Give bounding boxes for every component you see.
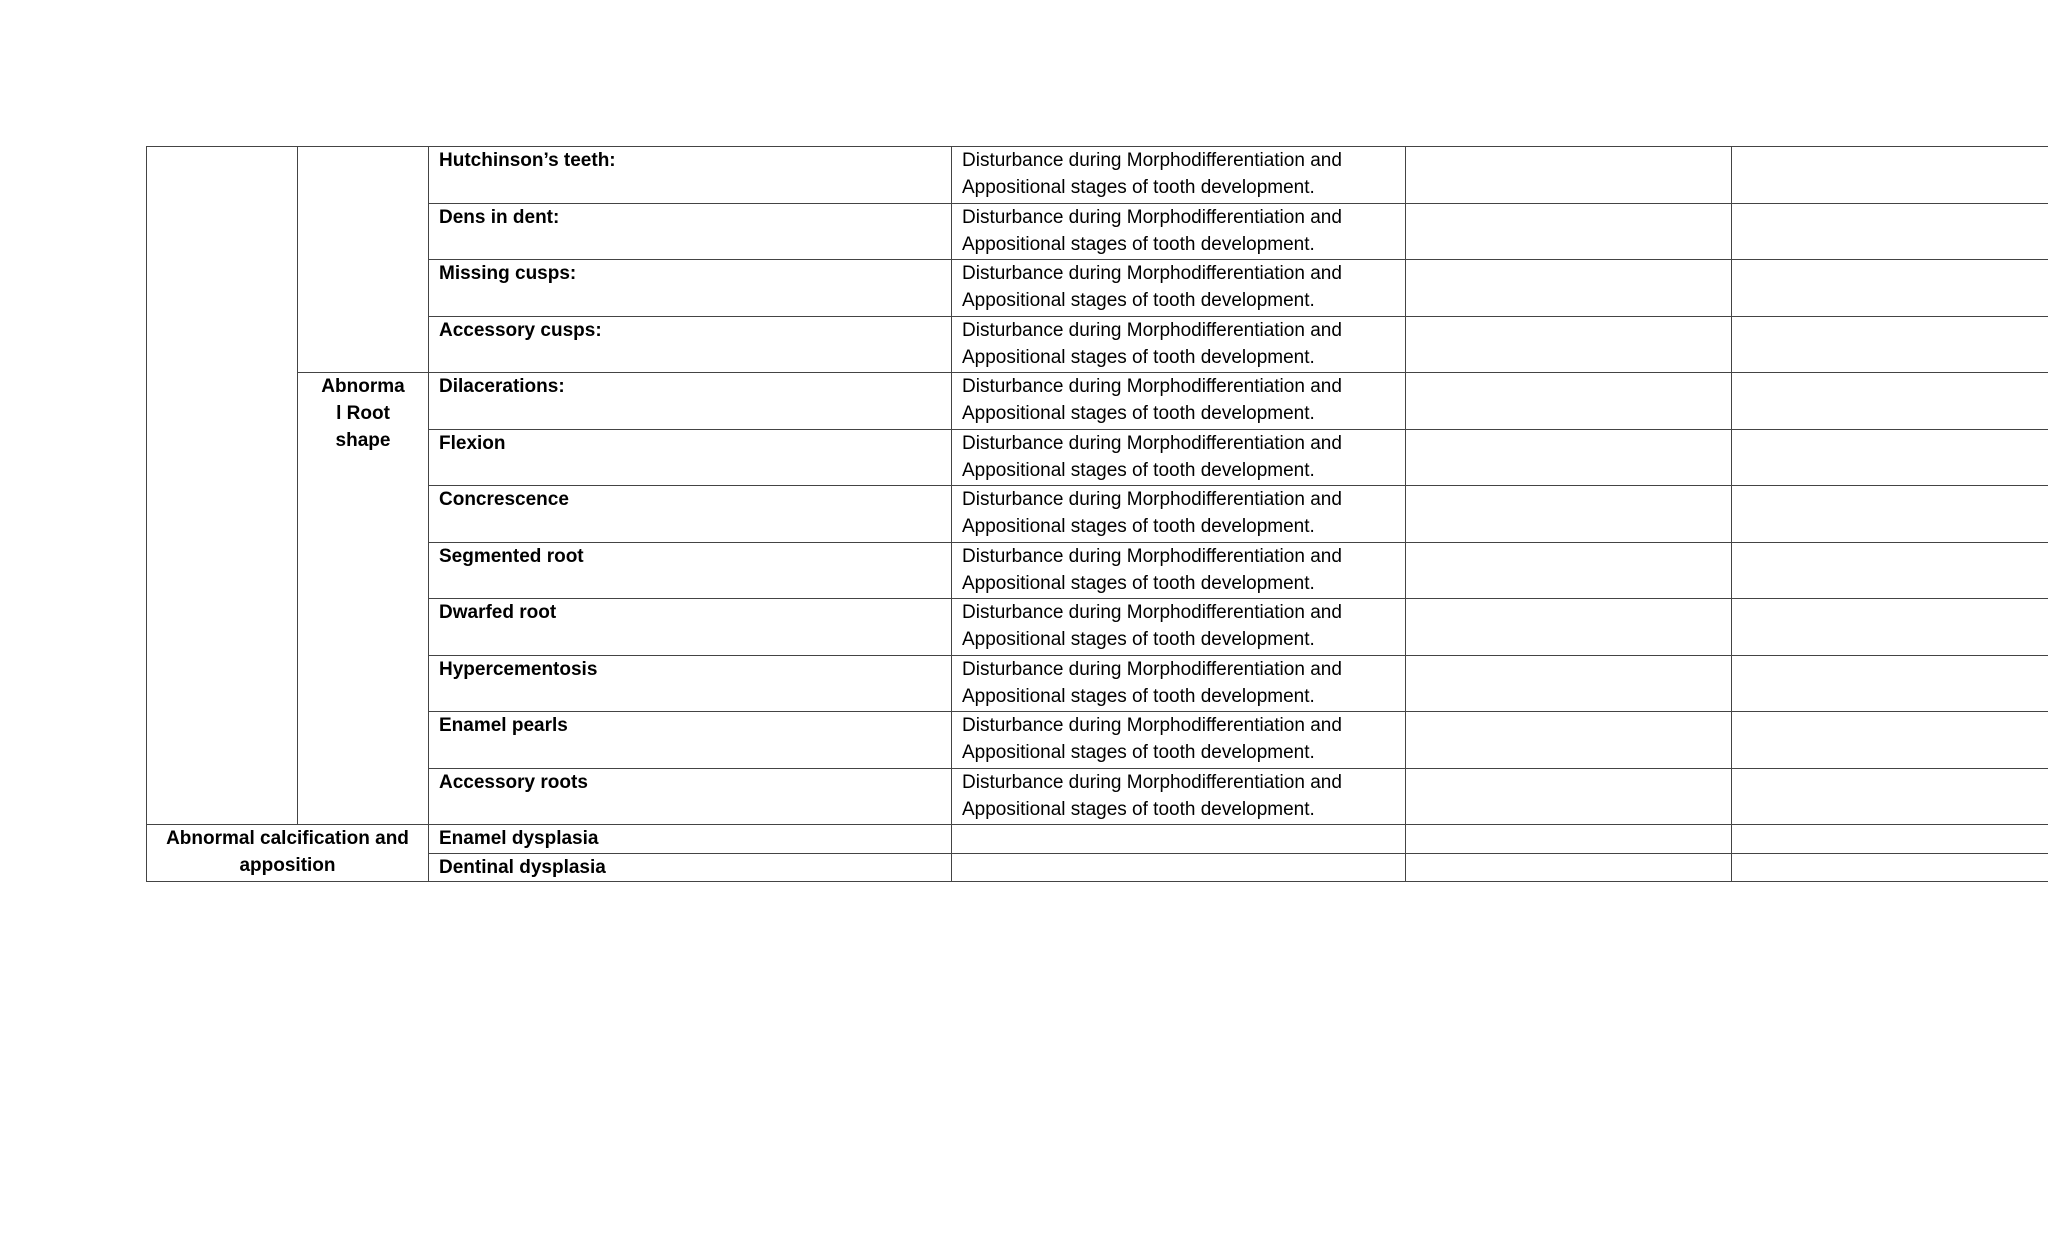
- table-row: [147, 316, 2048, 373]
- condition-cell: Enamel pearls: [429, 712, 952, 769]
- condition-cell: Missing cusps:: [429, 260, 952, 317]
- description-cell: Disturbance during Morphodifferentiation and Appositional stages of tooth development.: [952, 203, 1406, 260]
- condition-cell: Accessory cusps:: [429, 316, 952, 373]
- description-cell: Disturbance during Morphodifferentiation and Appositional stages of tooth development.: [952, 373, 1406, 430]
- table-row: [147, 203, 2048, 260]
- description-cell: Disturbance during Morphodifferentiation and Appositional stages of tooth development.: [952, 429, 1406, 486]
- table-row: [147, 260, 2048, 317]
- table-row: [147, 825, 2048, 854]
- empty-cell: [1406, 486, 1732, 543]
- condition-cell: Dwarfed root: [429, 599, 952, 656]
- empty-cell: [1732, 768, 2048, 825]
- empty-cell: [1732, 147, 2048, 204]
- table-row: [147, 712, 2048, 769]
- empty-cell: [1732, 853, 2048, 882]
- condition-cell: Flexion: [429, 429, 952, 486]
- empty-cell: [1732, 260, 2048, 317]
- root-shape-label-line: Abnorma: [321, 376, 405, 397]
- description-cell: Disturbance during Morphodifferentiation and Appositional stages of tooth development.: [952, 542, 1406, 599]
- table-row: [147, 768, 2048, 825]
- empty-cell: [1732, 429, 2048, 486]
- empty-cell: [1732, 712, 2048, 769]
- description-cell: Disturbance during Morphodifferentiation and Appositional stages of tooth development.: [952, 655, 1406, 712]
- empty-cell: [1732, 825, 2048, 854]
- empty-cell: [1406, 373, 1732, 430]
- empty-cell: [1406, 599, 1732, 656]
- empty-cell: [1732, 655, 2048, 712]
- table-row: [147, 542, 2048, 599]
- condition-cell: Concrescence: [429, 486, 952, 543]
- table-row: [147, 429, 2048, 486]
- empty-cell: [1406, 429, 1732, 486]
- table-row: [147, 599, 2048, 656]
- subcategory-cell-empty: [298, 147, 429, 373]
- empty-cell: [1406, 825, 1732, 854]
- description-cell: Disturbance during Morphodifferentiation and Appositional stages of tooth development.: [952, 260, 1406, 317]
- condition-cell: Dens in dent:: [429, 203, 952, 260]
- empty-cell: [1732, 373, 2048, 430]
- empty-cell: [1732, 599, 2048, 656]
- condition-cell: Hypercementosis: [429, 655, 952, 712]
- table-row: [147, 853, 2048, 882]
- description-cell: Disturbance during Morphodifferentiation and Appositional stages of tooth development.: [952, 147, 1406, 204]
- empty-cell: [1406, 316, 1732, 373]
- description-cell: Disturbance during Morphodifferentiation and Appositional stages of tooth development.: [952, 486, 1406, 543]
- empty-cell: [1406, 260, 1732, 317]
- description-cell: Disturbance during Morphodifferentiation and Appositional stages of tooth development.: [952, 316, 1406, 373]
- empty-cell: [1732, 316, 2048, 373]
- table-row: [147, 373, 2048, 430]
- description-cell: [952, 853, 1406, 882]
- condition-cell: Hutchinson’s teeth:: [429, 147, 952, 204]
- empty-cell: [1406, 768, 1732, 825]
- abnormal-calcification-label: Abnormal calcification and apposition: [147, 825, 429, 882]
- root-shape-label-line: l Root: [336, 403, 390, 424]
- empty-cell: [1406, 712, 1732, 769]
- condition-cell: Accessory roots: [429, 768, 952, 825]
- description-cell: Disturbance during Morphodifferentiation and Appositional stages of tooth development.: [952, 599, 1406, 656]
- root-shape-label-line: shape: [335, 430, 391, 451]
- empty-cell: [1406, 853, 1732, 882]
- table-row: [147, 147, 2048, 204]
- empty-cell: [1732, 203, 2048, 260]
- description-cell: [952, 825, 1406, 854]
- condition-cell: Dentinal dysplasia: [429, 853, 952, 882]
- condition-cell: Segmented root: [429, 542, 952, 599]
- abnormal-root-shape-label: [298, 373, 429, 825]
- empty-cell: [1406, 655, 1732, 712]
- empty-cell: [1406, 147, 1732, 204]
- empty-cell: [1406, 542, 1732, 599]
- empty-cell: [1732, 486, 2048, 543]
- empty-cell: [1406, 203, 1732, 260]
- description-cell: Disturbance during Morphodifferentiation and Appositional stages of tooth development.: [952, 768, 1406, 825]
- description-cell: Disturbance during Morphodifferentiation and Appositional stages of tooth development.: [952, 712, 1406, 769]
- empty-cell: [1732, 542, 2048, 599]
- condition-cell: Dilacerations:: [429, 373, 952, 430]
- table-row: [147, 655, 2048, 712]
- condition-cell: Enamel dysplasia: [429, 825, 952, 854]
- dental-anomalies-table: [146, 146, 2048, 882]
- table-row: [147, 486, 2048, 543]
- category-cell-empty: [147, 147, 298, 825]
